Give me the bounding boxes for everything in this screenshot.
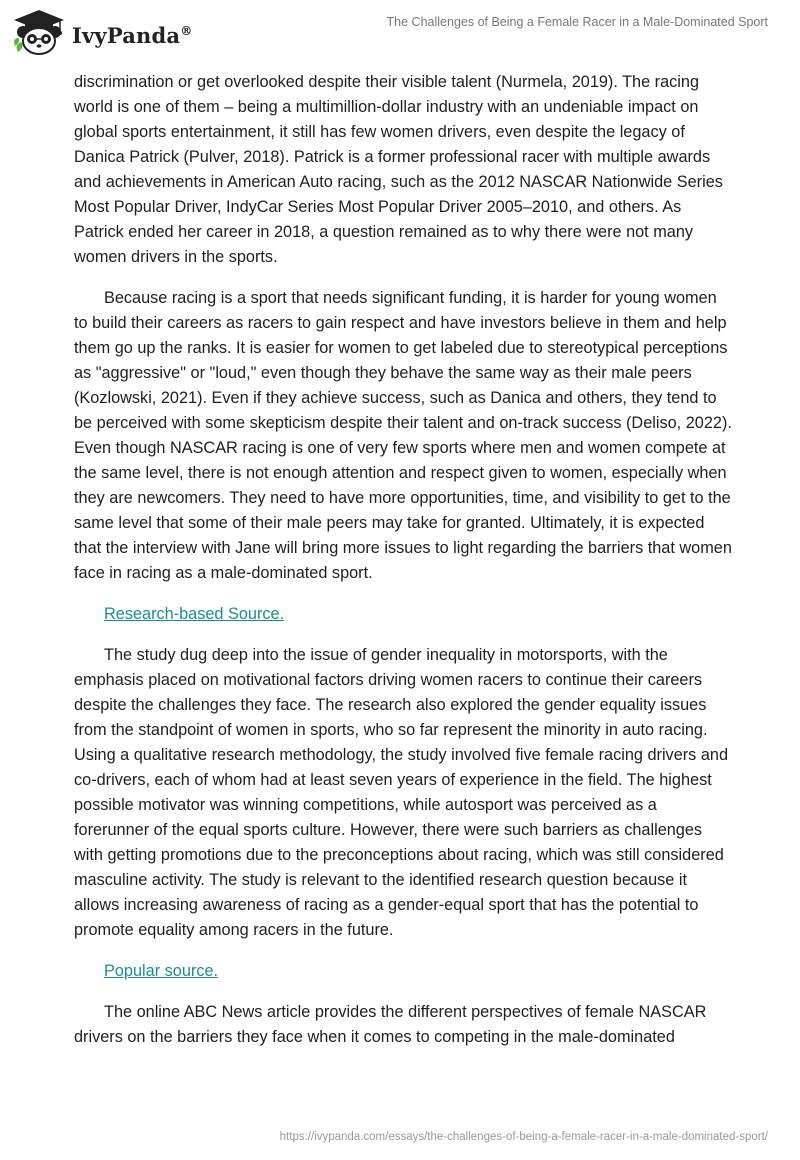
research-source-heading	[74, 602, 734, 627]
logo-wordmark: IvyPanda®	[72, 22, 193, 48]
paragraph: The study dug deep into the issue of gender inequality in motorsports, with the emphasis placed on motivational factors driving women racers to continue their careers despite the challenges they face. The research also explored the gender equality issues from the standpoint of women in sports, who so far represent the minority in auto racing. Using a qualitative research methodology, the study involved five female racing drivers and co-drivers, each of whom had at least seven years of experience in the field. The highest possible motivator was winning competitions, while autosport was perceived as a forerunner of the equal sports culture. However, there were such barriers as challenges with getting promotions due to the preconceptions about racing, which was still considered masculine activity. The study is relevant to the identified research question because it allows increasing awareness of racing as a gender-equal sport that has the potential to promote equality among racers in the future.	[74, 646, 729, 939]
paragraph: The online ABC News article provides the different perspectives of female NASCAR drivers on the barriers they face when it comes to competing in the male-dominated	[74, 1003, 707, 1046]
popular-source-heading	[74, 959, 734, 984]
research-source-link[interactable]: Research-based Source.	[104, 605, 285, 623]
document-title: The Challenges of Being a Female Racer in a Male-Dominated Sport	[386, 15, 768, 29]
popular-source-link[interactable]: Popular source.	[104, 962, 219, 980]
paragraph: discrimination or get overlooked despite their visible talent (Nurmela, 2019). The racing world is one of them – being a multimillion-dollar industry with an undeniable impact on global sports entertainment, it still has few women drivers, even despite the legacy of Danica Patrick (Pulver, 2018). Patrick is a former professional racer with multiple awards and achievements in American Auto racing, such as the 2012 NASCAR Nationwide Series Most Popular Driver, IndyCar Series Most Popular Driver 2005–2010, and others. As Patrick ended her career in 2018, a question remained as to why there were not many women drivers in the sports.	[74, 73, 723, 266]
ivypanda-logo[interactable]	[12, 8, 192, 56]
paragraph: Because racing is a sport that needs significant funding, it is harder for young women to build their careers as racers to gain respect and have investors believe in them and help them go up the ranks. It is easier for women to get labeled due to stereotypical perceptions as "aggressive" or "loud," even though they behave the same way as their male peers (Kozlowski, 2021). Even if they achieve success, such as Danica and others, they tend to be perceived with some skepticism despite their talent and on-track success (Deliso, 2022). Even though NASCAR racing is one of very few sports where men and women compete at the same level, there is not enough attention and respect given to women, especially when they are newcomers. They need to have more opportunities, time, and visibility to get to the same level that some of their male peers may take for granted. Ultimately, it is expected that the interview with Jane will bring more issues to light regarding the barriers that women face in racing as a male-dominated sport.	[74, 289, 732, 582]
page-header	[0, 0, 800, 64]
essay-body	[74, 70, 734, 1066]
panda-graduate-icon	[12, 8, 66, 56]
footer-url[interactable]: https://ivypanda.com/essays/the-challenges-of-being-a-female-racer-in-a-male-dominated-sport/	[279, 1131, 768, 1143]
